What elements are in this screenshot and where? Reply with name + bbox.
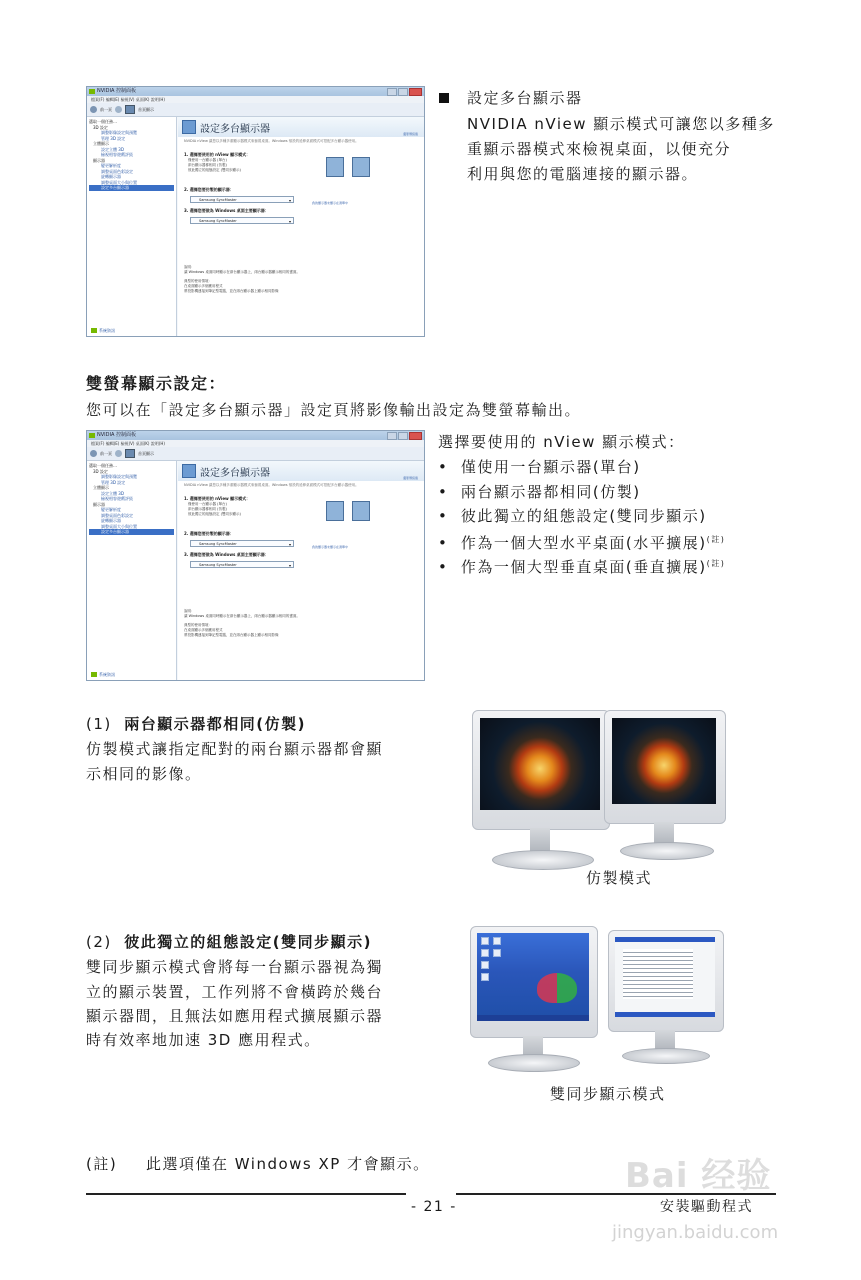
- usage-heading: 典型的使用情境：: [184, 623, 212, 627]
- sidebar-group-3d[interactable]: 3D 設定: [93, 468, 108, 474]
- monitor-preview[interactable]: [326, 501, 370, 521]
- back-arrow-icon[interactable]: [90, 450, 97, 457]
- step3-label: 3. 選擇您要做為 Windows 桌面主要顯示器：: [184, 208, 269, 213]
- dualview-body-line: 時有效率地加速 3D 應用程式。: [86, 1031, 321, 1049]
- toolbar: [87, 103, 424, 117]
- step1-label: 1. 選擇要使用的 nView 顯示模式：: [184, 496, 251, 501]
- footnote-mark: (註): [86, 1155, 118, 1173]
- screen-artwork: [612, 718, 716, 804]
- page-header: [178, 117, 424, 137]
- back-label[interactable]: 前一頁: [100, 450, 112, 456]
- dual-section-heading: 雙螢幕顯示設定：: [86, 374, 227, 393]
- square-bullet-icon: [439, 93, 449, 103]
- baidu-watermark-url: jingyan.baidu.com: [612, 1222, 779, 1243]
- task-sidebar: [87, 117, 177, 336]
- tasks-heading: 選取一個任務…: [89, 463, 117, 468]
- page-heading: 設定多台顯示器: [200, 123, 270, 135]
- primary-display-select[interactable]: Samsung SyncMaster ▾: [190, 217, 294, 224]
- sidebar-item[interactable]: 設定立體 3D: [101, 146, 124, 152]
- mode-item-text: 作為一個大型垂直桌面(垂直擴展): [460, 558, 707, 576]
- clone-heading: [86, 712, 306, 736]
- mode-item: • 作為一個大型水平桌面(水平擴展)$^{(註)}$: [438, 534, 726, 552]
- home-icon[interactable]: [125, 105, 135, 114]
- content-pane: [178, 117, 424, 336]
- mode-radio-dualview[interactable]: 彼此獨立的組態設定 (雙同步顯示): [188, 168, 241, 172]
- forward-arrow-icon[interactable]: [115, 106, 122, 113]
- sidebar-item[interactable]: 變更解析度: [101, 507, 121, 512]
- back-arrow-icon[interactable]: [90, 106, 97, 113]
- page-number: - 21 -: [411, 1199, 457, 1215]
- menu-bar[interactable]: 檔案(F) 編輯(E) 檢視(V) 桌面(K) 說明(H): [87, 440, 424, 447]
- task-sidebar: [87, 461, 177, 680]
- sidebar-item[interactable]: 調整桌面大小與位置: [101, 179, 137, 185]
- window-titlebar: [87, 431, 424, 440]
- sidebar-item-selected[interactable]: 設定多台顯示器: [89, 185, 174, 191]
- page-heading: 設定多台顯示器: [200, 467, 270, 479]
- sidebar-item[interactable]: 管理 3D 設定: [101, 479, 126, 485]
- primary-display-select[interactable]: Samsung SyncMaster ▾: [190, 561, 294, 568]
- mode-item: • 兩台顯示器都相同(仿製): [438, 483, 641, 501]
- mode-item-text: 僅使用一台顯示器(單台): [460, 458, 641, 476]
- clone-display-select[interactable]: Samsung SyncMaster ▾: [190, 540, 294, 547]
- display-missing-link[interactable]: 我的顯示器未顯示在清單中: [312, 201, 349, 205]
- dualview-body-line: 雙同步顯示模式會將每一台顯示器視為獨: [86, 958, 384, 976]
- sidebar-item[interactable]: 調整桌面色彩設定: [101, 168, 133, 174]
- sidebar-item[interactable]: 調整桌面色彩設定: [101, 512, 133, 518]
- home-icon[interactable]: [125, 449, 135, 458]
- toolbar: [87, 447, 424, 461]
- sidebar-item[interactable]: 調整影像設定與預覽: [101, 474, 137, 479]
- monitor-icon[interactable]: [326, 501, 344, 521]
- usage-item: 將投影機連接到筆記型電腦，並在兩台顯示器上顯示相同影像: [184, 633, 279, 637]
- restore-defaults-link[interactable]: 還原預設值: [402, 132, 418, 136]
- sidebar-item[interactable]: 旋轉顯示器: [101, 174, 121, 179]
- mode-radio-dualview[interactable]: 彼此獨立的組態設定 (雙同步顯示): [188, 512, 241, 516]
- clone-body-line: 示相同的影像。: [86, 765, 202, 783]
- minimize-icon[interactable]: [387, 88, 397, 96]
- sidebar-item[interactable]: 調整桌面大小與位置: [101, 523, 137, 529]
- mode-item-text: 作為一個大型水平桌面(水平擴展): [460, 534, 707, 552]
- monitor-preview[interactable]: [326, 157, 370, 177]
- clone-display-select[interactable]: Samsung SyncMaster ▾: [190, 196, 294, 203]
- page-header: [178, 461, 424, 481]
- sidebar-group-stereo[interactable]: 立體顯示: [93, 141, 109, 146]
- nvidia-logo-icon: [89, 89, 95, 94]
- usage-item: 在桌面顯示多個應用程式: [184, 628, 223, 632]
- sidebar-item-selected[interactable]: 設定多台顯示器: [89, 529, 174, 535]
- nvidia-logo-icon: [89, 433, 95, 438]
- monitor-icon[interactable]: [352, 157, 370, 177]
- clone-body-line: 仿製模式讓指定配對的兩台顯示器都會顯: [86, 740, 384, 758]
- maximize-icon[interactable]: [398, 88, 408, 96]
- monitor-icon[interactable]: [352, 501, 370, 521]
- notes-text: 讓 Windows 桌面同時顯示在兩台顯示器上，兩台顯示器顯示相同的畫面。: [184, 614, 300, 618]
- step3-label: 3. 選擇您要做為 Windows 桌面主要顯示器：: [184, 552, 269, 557]
- notes-text: 讓 Windows 桌面同時顯示在兩台顯示器上，兩台顯示器顯示相同的畫面。: [184, 270, 300, 274]
- dualview-body-line: 顯示器間，且無法如應用程式擴展顯示器: [86, 1007, 384, 1025]
- mode-item: • 僅使用一台顯示器(單台): [438, 458, 641, 476]
- close-icon[interactable]: [409, 88, 422, 96]
- dualview-heading: [86, 930, 372, 954]
- notes: [184, 609, 409, 638]
- screen-artwork: [480, 718, 600, 810]
- footnote-marker: (註): [706, 559, 726, 568]
- dualview-body-line: 立的顯示裝置，工作列將不會橫跨於幾台: [86, 983, 384, 1001]
- sidebar-item[interactable]: 變更解析度: [101, 163, 121, 168]
- xp-desktop-screen: [477, 933, 589, 1021]
- sidebar-group-3d[interactable]: 3D 設定: [93, 124, 108, 130]
- mode-radio-clone[interactable]: 兩台顯示器都相同 (仿製): [188, 163, 227, 167]
- mode-radio-single[interactable]: 僅使用一台顯示器 (單台): [188, 502, 227, 506]
- close-icon[interactable]: [409, 432, 422, 440]
- sidebar-item[interactable]: 設定立體 3D: [101, 490, 124, 496]
- document-screen: [615, 937, 715, 1017]
- window-title: NVIDIA 控制面板: [97, 88, 136, 94]
- window-titlebar: [87, 87, 424, 96]
- page-description: NVIDIA nView 讓您以多種多重顯示器模式來檢視桌面。Windows 預設的延伸桌面模式可搭配多台顯示器使用。: [184, 139, 359, 143]
- mode-item-text: 兩台顯示器都相同(仿製): [460, 483, 641, 501]
- nvidia-control-panel-screenshot: [86, 86, 425, 337]
- window-title: NVIDIA 控制面板: [97, 432, 136, 438]
- maximize-icon[interactable]: [398, 432, 408, 440]
- mode-item-text: 彼此獨立的組態設定(雙同步顯示): [460, 507, 707, 525]
- restore-defaults-link[interactable]: 還原預設值: [402, 476, 418, 480]
- bullet-heading: 設定多台顯示器: [467, 89, 583, 107]
- notes-heading: 說明：: [184, 609, 195, 613]
- mode-radio-clone[interactable]: 兩台顯示器都相同 (仿製): [188, 507, 227, 511]
- menu-bar[interactable]: 檔案(F) 編輯(E) 檢視(V) 桌面(K) 說明(H): [87, 96, 424, 103]
- sidebar-item[interactable]: 調整影像設定與預覽: [101, 130, 137, 135]
- mode-radio-single[interactable]: 僅使用一台顯示器 (單台): [188, 158, 227, 162]
- step2-label: 2. 選擇您要仿製的顯示器：: [184, 187, 234, 192]
- bullet-line: 利用與您的電腦連接的顯示器。: [467, 165, 699, 183]
- home-label[interactable]: 首頁顯示: [138, 450, 154, 456]
- monitor-icon[interactable]: [326, 157, 344, 177]
- bullet-line: 重顯示器模式來檢視桌面，以便充分: [467, 140, 732, 158]
- notes-heading: 說明：: [184, 265, 195, 269]
- clone-title: 兩台顯示器都相同(仿製): [124, 715, 307, 733]
- footer-section: 安裝驅動程式: [660, 1199, 753, 1215]
- footer-rule-left: [86, 1193, 406, 1195]
- minimize-icon[interactable]: [387, 432, 397, 440]
- sidebar-group-stereo[interactable]: 立體顯示: [93, 485, 109, 490]
- mode-item: • 作為一個大型垂直桌面(垂直擴展)$^{(註)}$: [438, 558, 726, 576]
- footnote-text: 此選項僅在 Windows XP 才會顯示。: [146, 1155, 430, 1173]
- forward-arrow-icon[interactable]: [115, 450, 122, 457]
- footnote-marker: (註): [706, 535, 726, 544]
- display-settings-icon: [182, 120, 196, 134]
- clone-caption: 仿製模式: [586, 869, 653, 887]
- sidebar-item[interactable]: 檢視相容遊戲評級: [101, 496, 133, 501]
- modes-heading: 選擇要使用的 nView 顯示模式：: [438, 433, 685, 451]
- baidu-watermark-logo: Bai 经验: [625, 1156, 772, 1196]
- back-label[interactable]: 前一頁: [100, 106, 112, 112]
- content-pane: [178, 461, 424, 680]
- nvidia-control-panel-screenshot-2: [86, 430, 425, 681]
- step1-label: 1. 選擇要使用的 nView 顯示模式：: [184, 152, 251, 157]
- display-missing-link[interactable]: 我的顯示器未顯示在清單中: [312, 545, 349, 549]
- sidebar-item[interactable]: 管理 3D 設定: [101, 135, 126, 141]
- usage-heading: 典型的使用情境：: [184, 279, 212, 283]
- dualview-number: (2): [86, 933, 112, 951]
- step2-label: 2. 選擇您要仿製的顯示器：: [184, 531, 234, 536]
- sidebar-item[interactable]: 旋轉顯示器: [101, 518, 121, 523]
- mode-item: • 彼此獨立的組態設定(雙同步顯示): [438, 507, 707, 525]
- home-label[interactable]: 首頁顯示: [138, 106, 154, 112]
- sidebar-item[interactable]: 檢視相容遊戲評級: [101, 152, 133, 157]
- dualview-title: 彼此獨立的組態設定(雙同步顯示): [124, 933, 373, 951]
- tasks-heading: 選取一個任務…: [89, 119, 117, 124]
- sidebar-group-display[interactable]: 顯示器: [93, 157, 105, 163]
- usage-item: 在桌面顯示多個應用程式: [184, 284, 223, 288]
- clone-number: (1): [86, 715, 112, 733]
- notes: [184, 265, 409, 294]
- system-info-link[interactable]: 系統資訊: [91, 672, 115, 678]
- display-settings-icon: [182, 464, 196, 478]
- usage-item: 將投影機連接到筆記型電腦，並在兩台顯示器上顯示相同影像: [184, 289, 279, 293]
- sidebar-group-display[interactable]: 顯示器: [93, 501, 105, 507]
- bullet-line: NVIDIA nView 顯示模式可讓您以多種多: [467, 115, 775, 133]
- system-info-link[interactable]: 系統資訊: [91, 328, 115, 334]
- dualview-caption: 雙同步顯示模式: [550, 1085, 666, 1103]
- dual-section-intro: 您可以在「設定多台顯示器」設定頁將影像輸出設定為雙螢幕輸出。: [86, 401, 582, 419]
- page-description: NVIDIA nView 讓您以多種多重顯示器模式來檢視桌面。Windows 預設的延伸桌面模式可搭配多台顯示器使用。: [184, 483, 359, 487]
